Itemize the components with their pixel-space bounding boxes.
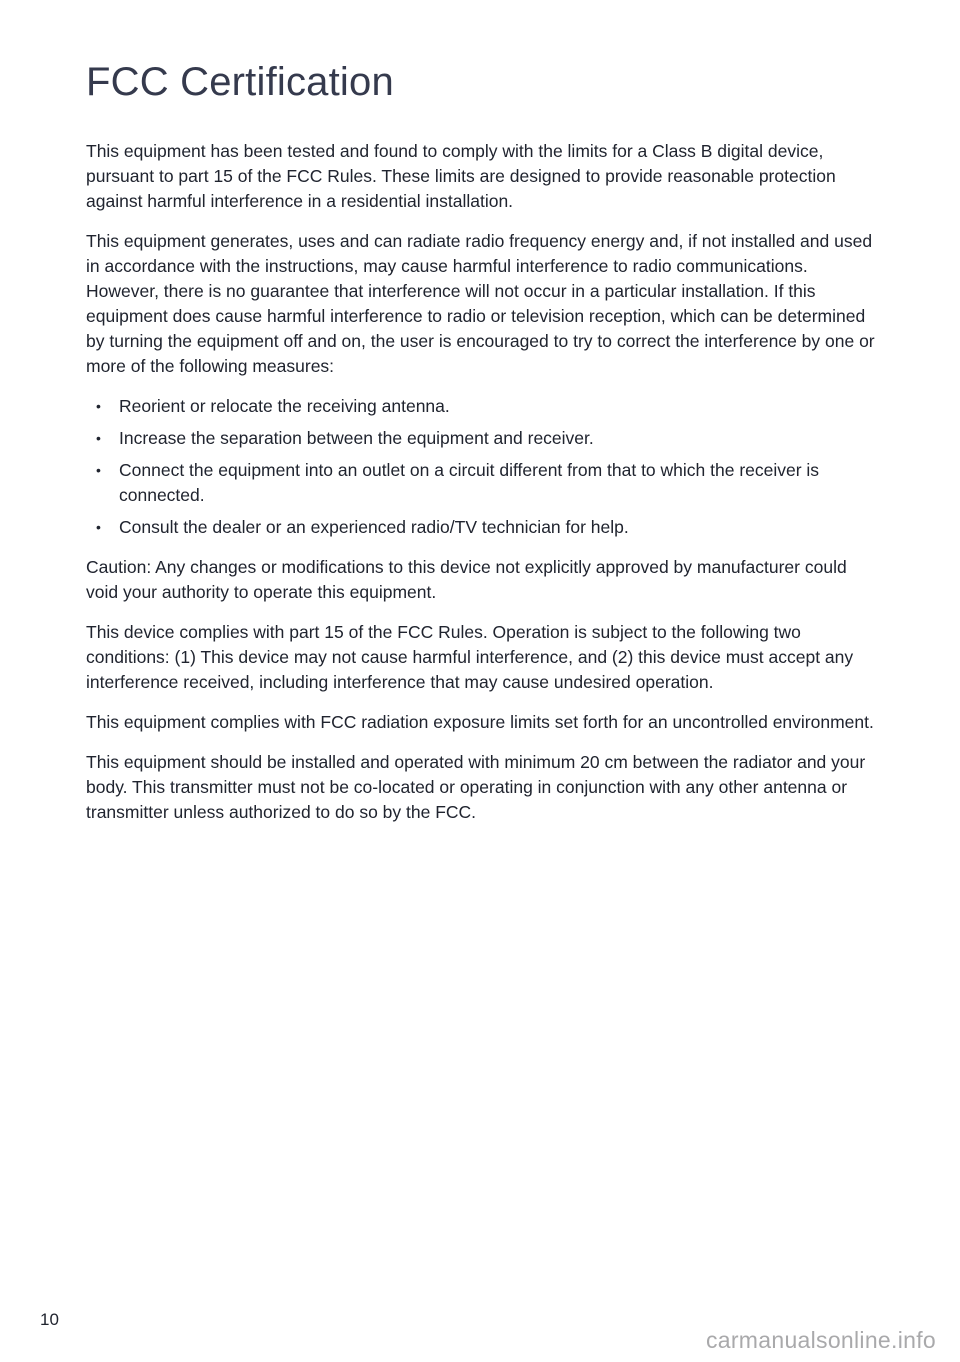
paragraph-caution: Caution: Any changes or modifications to this device not explicitly approved by manufacturer could void your authority to operate this equipment.	[86, 557, 847, 602]
bullet-text: Connect the equipment into an outlet on a circuit different from that to which the receiver is connected.	[119, 460, 820, 505]
watermark-text: carmanualsonline.info	[705, 1327, 936, 1353]
paragraph-interference-intro: This equipment generates, uses and can radiate radio frequency energy and, if not installed and used in accordance with the instructions, may cause harmful interference to radio communications. However, there is no guarantee that interference will not occur in a particular installation. If this equipment does cause harmful interference to radio or television reception, which can be determined by turning the equipment off and on, the user is encouraged to try to correct the interference by one or more of the following measures:	[86, 231, 875, 376]
bullet-text: Increase the separation between the equipment and receiver.	[119, 428, 594, 448]
bullet-icon: •	[96, 398, 101, 414]
paragraph-class-b-limits: This equipment has been tested and found to comply with the limits for a Class B digital device, pursuant to part 15 of the FCC Rules. These limits are designed to provide reasonable protection against harmful interference in a residential installation.	[86, 141, 836, 211]
list-item	[86, 426, 876, 451]
bullet-text: Consult the dealer or an experienced radio/TV technician for help.	[119, 517, 629, 537]
list-item	[86, 458, 876, 508]
bullet-icon: •	[96, 430, 101, 446]
paragraph-part15-conditions: This device complies with part 15 of the FCC Rules. Operation is subject to the following two conditions: (1) This device may not cause harmful interference, and (2) this device must accept any interference received, including interference that may cause undesired operation.	[86, 622, 854, 692]
paragraph-radiation-exposure: This equipment complies with FCC radiation exposure limits set forth for an uncontrolled environment.	[86, 712, 874, 732]
list-item	[86, 515, 876, 540]
paragraph-installation-distance: This equipment should be installed and operated with minimum 20 cm between the radiator and your body. This transmitter must not be co-located or operating in conjunction with any other antenna or transmitter unless authorized to do so by the FCC.	[86, 752, 866, 822]
bullet-text: Reorient or relocate the receiving antenna.	[119, 396, 450, 416]
page-number: 10	[40, 1310, 59, 1329]
list-item	[86, 394, 876, 419]
bullet-icon: •	[96, 462, 101, 478]
measures-bullet-list	[86, 394, 876, 540]
bullet-icon: •	[96, 519, 101, 535]
page-title: FCC Certification	[86, 60, 394, 104]
